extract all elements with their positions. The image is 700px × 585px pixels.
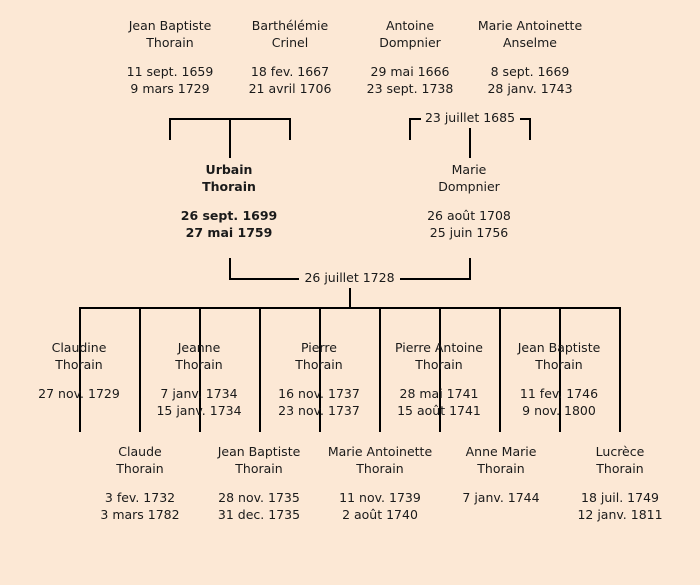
person-death-date: 15 août 1741 bbox=[397, 402, 481, 418]
person-name-line1: Jean Baptiste bbox=[128, 18, 212, 33]
person-name-line1: Lucrèce bbox=[595, 444, 645, 459]
person-name-line2: Thorain bbox=[55, 356, 103, 372]
person-death-date: 28 janv. 1743 bbox=[487, 80, 573, 96]
person-death-date: 23 sept. 1738 bbox=[366, 80, 454, 96]
person-name-line2: Thorain bbox=[356, 460, 404, 476]
person-card bbox=[169, 162, 289, 242]
person-name-line2: Dompnier bbox=[438, 178, 500, 194]
connector-line bbox=[229, 258, 231, 280]
person-death-date: 2 août 1740 bbox=[342, 506, 418, 522]
person-birth-date: 26 août 1708 bbox=[427, 207, 511, 223]
person-name-line1: Urbain bbox=[205, 162, 253, 177]
person-name-line1: Marie bbox=[451, 162, 487, 177]
marriage-date-label: 26 juillet 1728 bbox=[304, 270, 395, 285]
person-birth-date: 7 janv. 1734 bbox=[160, 385, 238, 401]
person-dates bbox=[199, 490, 319, 524]
person-dates bbox=[379, 386, 499, 420]
person-card bbox=[81, 444, 199, 524]
person-death-date: 27 mai 1759 bbox=[185, 224, 273, 240]
sibling-bus-line bbox=[79, 307, 620, 309]
person-card bbox=[199, 444, 319, 524]
person-birth-date: 16 nov. 1737 bbox=[278, 385, 360, 401]
connector-line bbox=[520, 118, 531, 120]
person-name-line2: Crinel bbox=[271, 34, 309, 50]
person-card bbox=[350, 18, 470, 98]
person-birth-date: 8 sept. 1669 bbox=[490, 63, 570, 79]
person-birth-date: 28 mai 1741 bbox=[399, 385, 479, 401]
person-birth-date: 11 nov. 1739 bbox=[339, 489, 421, 505]
person-birth-date: 7 janv. 1744 bbox=[462, 489, 540, 505]
person-dates bbox=[230, 64, 350, 98]
connector-line bbox=[289, 118, 291, 140]
person-name-line1: Jean Baptiste bbox=[517, 340, 601, 355]
person-name-line1: Jean Baptiste bbox=[217, 444, 301, 459]
person-card bbox=[141, 340, 257, 420]
person-card bbox=[261, 340, 377, 420]
person-name-line1: Claudine bbox=[51, 340, 107, 355]
connector-line bbox=[349, 288, 351, 308]
person-card bbox=[561, 444, 679, 524]
person-birth-date: 3 fev. 1732 bbox=[104, 489, 176, 505]
person-name-line2: Thorain bbox=[235, 460, 283, 476]
person-death-date: 31 dec. 1735 bbox=[217, 506, 301, 522]
person-birth-date: 28 nov. 1735 bbox=[218, 489, 300, 505]
person-dates bbox=[441, 490, 561, 507]
person-birth-date: 27 nov. 1729 bbox=[38, 385, 120, 401]
person-card bbox=[21, 340, 137, 403]
connector-line bbox=[409, 118, 411, 140]
connector-line bbox=[229, 118, 231, 158]
person-name-line2: Thorain bbox=[295, 356, 343, 372]
person-name-line1: Marie Antoinette bbox=[477, 18, 583, 33]
marriage-date-label: 23 juillet 1685 bbox=[424, 110, 516, 125]
person-dates bbox=[169, 208, 289, 242]
person-dates bbox=[21, 386, 137, 403]
person-name-line1: Anne Marie bbox=[465, 444, 537, 459]
person-dates bbox=[105, 64, 235, 98]
person-card bbox=[441, 444, 561, 507]
person-card bbox=[409, 162, 529, 242]
connector-line bbox=[400, 278, 470, 280]
person-birth-date: 29 mai 1666 bbox=[370, 63, 450, 79]
person-death-date: 9 nov. 1800 bbox=[522, 402, 596, 418]
connector-line bbox=[619, 307, 621, 432]
connector-line bbox=[169, 118, 171, 140]
person-name-line2: Thorain bbox=[477, 460, 525, 476]
connector-line bbox=[229, 278, 299, 280]
person-dates bbox=[460, 64, 600, 98]
person-name-line2: Thorain bbox=[202, 178, 256, 194]
person-dates bbox=[350, 64, 470, 98]
person-death-date: 3 mars 1782 bbox=[100, 506, 180, 522]
person-dates bbox=[141, 386, 257, 420]
person-dates bbox=[499, 386, 619, 420]
person-card bbox=[379, 340, 499, 420]
person-name-line2: Thorain bbox=[596, 460, 644, 476]
person-card bbox=[460, 18, 600, 98]
person-birth-date: 11 sept. 1659 bbox=[126, 63, 214, 79]
connector-line bbox=[469, 258, 471, 280]
connector-line bbox=[469, 128, 471, 158]
person-name-line1: Antoine bbox=[385, 18, 435, 33]
person-death-date: 23 nov. 1737 bbox=[278, 402, 360, 418]
person-name-line2: Thorain bbox=[116, 460, 164, 476]
person-name-line1: Pierre bbox=[301, 340, 337, 355]
person-name-line1: Jeanne bbox=[177, 340, 221, 355]
person-birth-date: 11 fev. 1746 bbox=[519, 385, 599, 401]
person-name-line1: Marie Antoinette bbox=[327, 444, 433, 459]
person-name-line1: Claude bbox=[118, 444, 162, 459]
person-dates bbox=[81, 490, 199, 524]
person-name-line2: Anselme bbox=[502, 34, 558, 50]
connector-line bbox=[529, 118, 531, 140]
person-birth-date: 18 juil. 1749 bbox=[581, 489, 659, 505]
person-death-date: 9 mars 1729 bbox=[130, 80, 210, 96]
person-card bbox=[105, 18, 235, 98]
person-dates bbox=[311, 490, 449, 524]
person-card bbox=[311, 444, 449, 524]
person-name-line2: Thorain bbox=[535, 356, 583, 372]
person-name-line2: Thorain bbox=[146, 34, 194, 50]
person-birth-date: 18 fev. 1667 bbox=[250, 63, 330, 79]
person-death-date: 21 avril 1706 bbox=[248, 80, 332, 96]
person-dates bbox=[261, 386, 377, 420]
person-name-line1: Barthélémie bbox=[251, 18, 329, 33]
person-dates bbox=[409, 208, 529, 242]
person-birth-date: 26 sept. 1699 bbox=[180, 207, 278, 223]
person-card bbox=[230, 18, 350, 98]
person-dates bbox=[561, 490, 679, 524]
person-name-line2: Thorain bbox=[415, 356, 463, 372]
person-death-date: 15 janv. 1734 bbox=[156, 402, 242, 418]
person-name-line2: Dompnier bbox=[379, 34, 441, 50]
person-death-date: 12 janv. 1811 bbox=[577, 506, 663, 522]
person-name-line1: Pierre Antoine bbox=[395, 340, 483, 355]
person-card bbox=[499, 340, 619, 420]
person-name-line2: Thorain bbox=[175, 356, 223, 372]
person-death-date: 25 juin 1756 bbox=[429, 224, 509, 240]
